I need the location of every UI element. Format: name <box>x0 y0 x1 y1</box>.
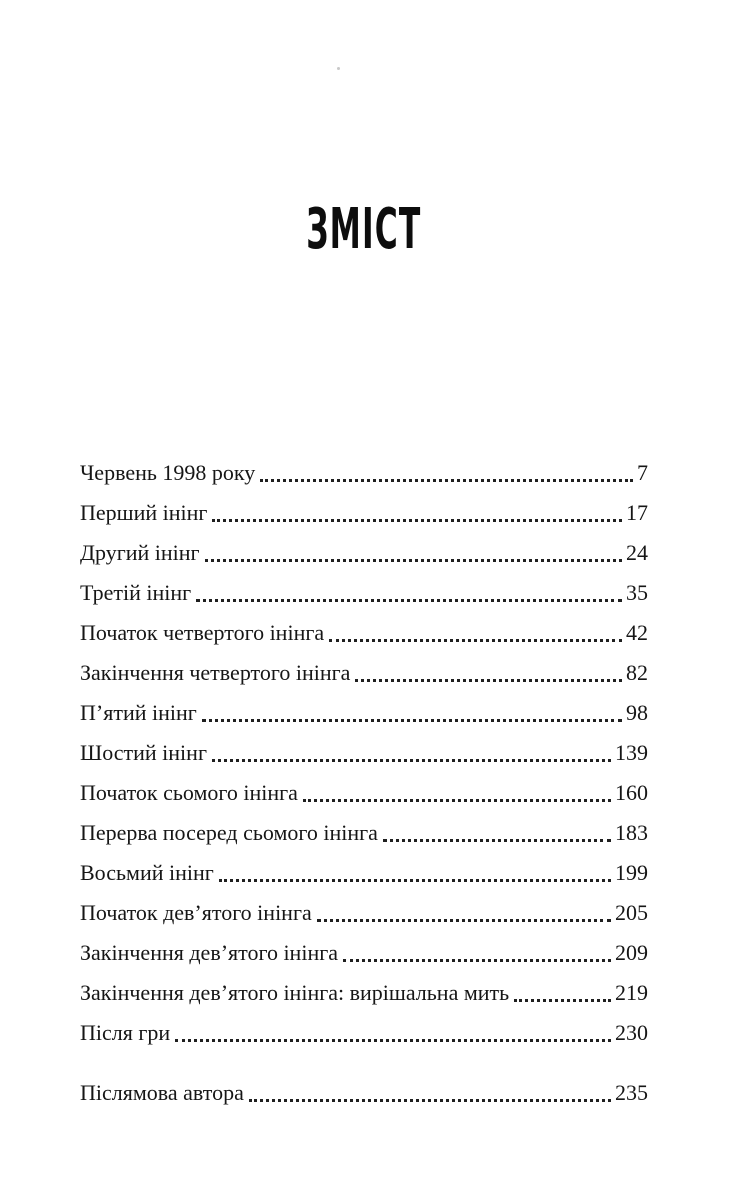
toc-entry-page: 7 <box>637 460 648 485</box>
dot-leader <box>355 679 622 682</box>
dot-leader <box>205 559 622 562</box>
toc-entry-page: 219 <box>615 980 648 1005</box>
toc-entry-label: Восьмий інінг <box>80 860 214 885</box>
page-title: ЗМІСТ <box>306 197 422 262</box>
toc-entry <box>80 533 648 573</box>
toc-entry-page: 183 <box>615 820 648 845</box>
toc-entry <box>80 1013 648 1053</box>
toc-entry <box>80 813 648 853</box>
toc-entry-page: 17 <box>626 500 648 525</box>
title-wrap <box>80 197 648 262</box>
toc-entry-page: 35 <box>626 580 648 605</box>
dot-leader <box>175 1039 611 1042</box>
dot-leader <box>260 479 633 482</box>
toc-entry-label: Закінчення дев’ятого інінга: вирішальна мить <box>80 980 510 1005</box>
dot-leader <box>196 599 622 602</box>
toc-entry <box>80 773 648 813</box>
toc-entry <box>80 493 648 533</box>
toc-entry-page: 235 <box>615 1080 648 1105</box>
toc-entry-label: П’ятий інінг <box>80 700 197 725</box>
dot-leader <box>383 839 611 842</box>
toc-entry-page: 24 <box>626 540 648 565</box>
toc-entry-label: Третій інінг <box>80 580 192 605</box>
scan-speck <box>337 67 340 70</box>
dot-leader <box>212 519 622 522</box>
toc-entry <box>80 653 648 693</box>
toc-entry <box>80 853 648 893</box>
toc-entry-label: Перший інінг <box>80 500 208 525</box>
dot-leader <box>219 879 611 882</box>
toc-entry-label: Другий інінг <box>80 540 200 565</box>
toc-entry-label: Шостий інінг <box>80 740 207 765</box>
toc-entry-page: 205 <box>615 900 648 925</box>
toc-entry <box>80 933 648 973</box>
toc-entry <box>80 453 648 493</box>
dot-leader <box>202 719 622 722</box>
toc-entry-page: 42 <box>626 620 648 645</box>
toc-entry <box>80 693 648 733</box>
toc-entry-label: Перерва посеред сьомого інінга <box>80 820 378 845</box>
dot-leader <box>343 959 611 962</box>
toc-entry <box>80 613 648 653</box>
toc-entry-label: Закінчення дев’ятого інінга <box>80 940 339 965</box>
toc-entry-page: 160 <box>615 780 648 805</box>
dot-leader <box>514 999 611 1002</box>
toc-entry-page: 199 <box>615 860 648 885</box>
toc-entry-page: 82 <box>626 660 648 685</box>
toc-entry <box>80 973 648 1013</box>
toc-entry-label: Після гри <box>80 1020 171 1045</box>
toc-entry-page: 230 <box>615 1020 648 1045</box>
toc-entry-page: 98 <box>626 700 648 725</box>
toc-entry <box>80 893 648 933</box>
toc-entry-page: 209 <box>615 940 648 965</box>
toc-entry <box>80 1073 648 1113</box>
dot-leader <box>329 639 622 642</box>
toc-entry-page: 139 <box>615 740 648 765</box>
dot-leader <box>249 1099 611 1102</box>
dot-leader <box>303 799 611 802</box>
toc-entry-label: Початок четвертого інінга <box>80 620 325 645</box>
toc-entry-label: Післямова автора <box>80 1080 244 1105</box>
toc-entry-label: Закінчення четвертого інінга <box>80 660 351 685</box>
toc-entry <box>80 733 648 773</box>
toc-entry-label: Червень 1998 року <box>80 460 256 485</box>
toc-entry-label: Початок дев’ятого інінга <box>80 900 312 925</box>
toc-entry-label: Початок сьомого інінга <box>80 780 298 805</box>
dot-leader <box>212 759 611 762</box>
dot-leader <box>317 919 611 922</box>
toc-entry <box>80 573 648 613</box>
toc-list <box>80 453 648 1113</box>
